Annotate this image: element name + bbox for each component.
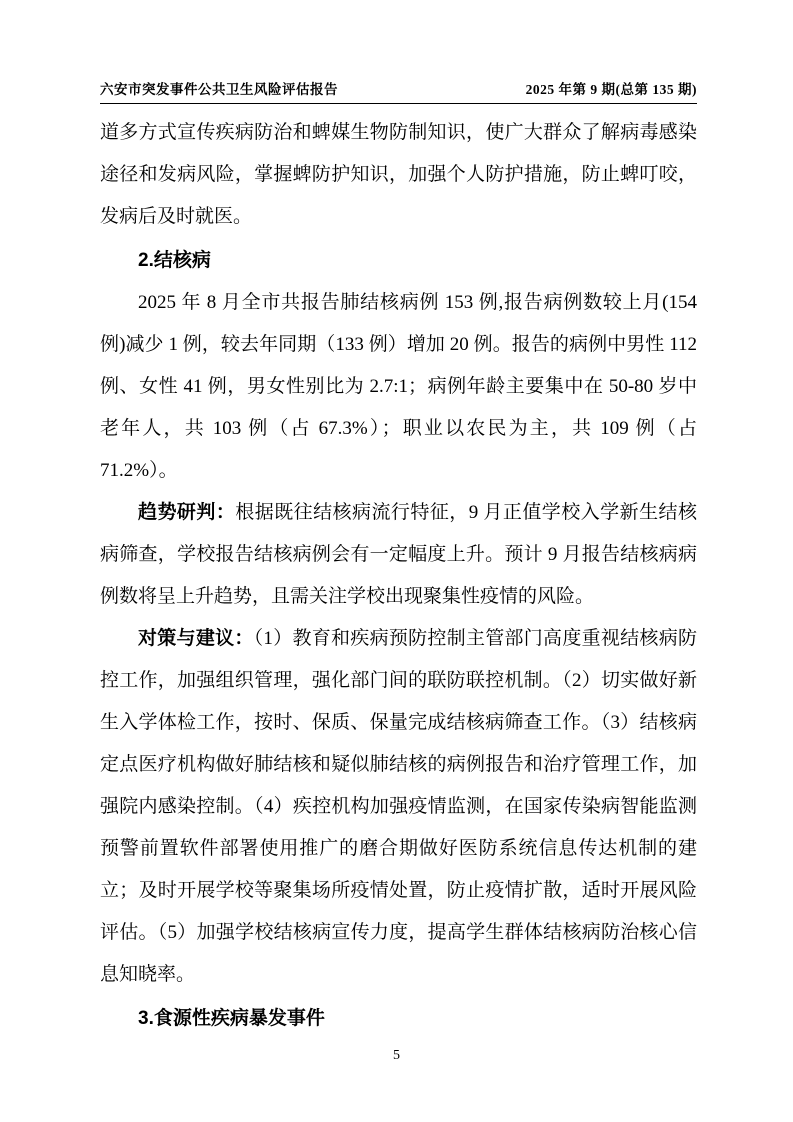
countermeasures-text: （1）教育和疾病预防控制主管部门高度重视结核病防控工作，加强组织管理，强化部门间的联防联控机制。（2）切实做好新生入学体检工作，按时、保质、保量完成结核病筛查工作。（3）结核病定点医疗机构做好肺结核和疑似肺结核的病例报告和治疗管理工作，加强院内感染控制。（4）疾控机构加强疫情监测，在国家传染病智能监测预警前置软件部署使用推广的磨合期做好医防系统信息传达机制的建立；及时开展学校等聚集场所疫情处置，防止疫情扩散，适时开展风险评估。（5）加强学校结核病宣传力度，提高学生群体结核病防治核心信息知晓率。: [100, 628, 697, 985]
header-issue-info: 2025 年第 9 期(总第 135 期): [525, 82, 697, 97]
page-number: 5: [393, 1048, 400, 1063]
header-report-title: 六安市突发事件公共卫生风险评估报告: [100, 82, 338, 97]
page-body: [100, 112, 697, 1040]
countermeasures-label: 对策与建议：: [138, 628, 254, 649]
paragraph-tick-prevention-continuation: 道多方式宣传疾病防治和蜱媒生物防制知识，使广大群众了解病毒感染途径和发病风险，掌握蜱防护知识，加强个人防护措施，防止蜱叮咬，发病后及时就医。: [100, 122, 697, 227]
page-header: [100, 78, 697, 104]
trend-analysis-text: 根据既往结核病流行特征，9 月正值学校入学新生结核病筛查，学校报告结核病例会有一定幅度上升。预计 9 月报告结核病病例数将呈上升趋势，且需关注学校出现聚集性疫情的风险。: [100, 502, 697, 607]
paragraph-trend-analysis: [100, 492, 697, 618]
page-footer: [0, 1048, 793, 1064]
paragraph-countermeasures: [100, 618, 697, 996]
section-heading-tuberculosis: 2.结核病: [138, 250, 211, 271]
section-heading-foodborne-disease: 3.食源性疾病暴发事件: [138, 1008, 325, 1029]
paragraph-tb-statistics: 2025 年 8 月全市共报告肺结核病例 153 例,报告病例数较上月(154 例)减少 1 例，较去年同期（133 例）增加 20 例。报告的病例中男性 112 例、女性 41 例，男女性别比为 2.7:1；病例年龄主要集中在 50-80 岁中老年人，共 103 例（占 67.3%）；职业以农民为主，共 109 例（占 71.2%）。: [100, 292, 697, 481]
trend-analysis-label: 趋势研判：: [138, 502, 236, 523]
